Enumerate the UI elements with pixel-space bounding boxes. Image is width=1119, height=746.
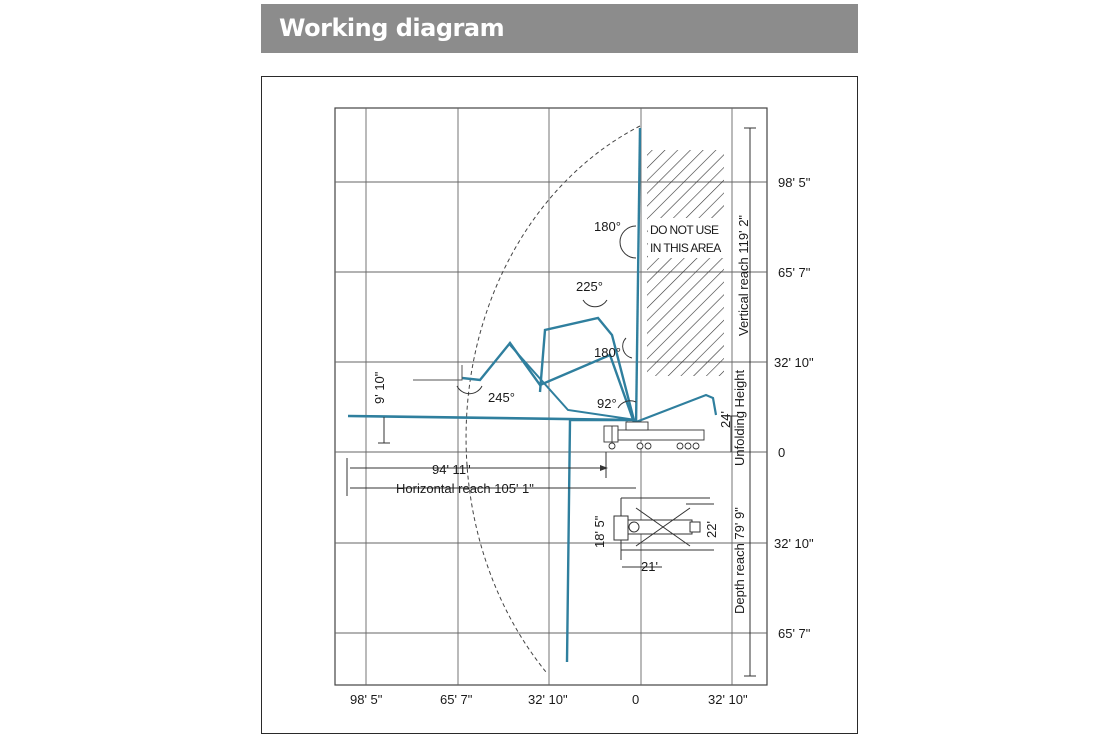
angle-92: 92°: [597, 396, 617, 411]
angle-180-top: 180°: [594, 219, 621, 234]
x-label-98-5: 98' 5": [350, 692, 383, 707]
boom-fold-upper: [540, 318, 636, 428]
dim-24-label: 24': [718, 411, 733, 428]
do-not-use-label: DO NOT USE: [650, 223, 719, 237]
in-this-area-label: IN THIS AREA: [650, 241, 721, 255]
angle-245: 245°: [488, 390, 515, 405]
horizontal-reach-label: Horizontal reach 105' 1": [396, 481, 534, 496]
x-label-0: 0: [632, 692, 640, 707]
page-title: Working diagram: [279, 14, 505, 42]
y-label-65-7: 65' 7": [778, 265, 811, 280]
x-label-65-7: 65' 7": [440, 692, 473, 707]
dim-18-5-label: 18' 5": [592, 515, 607, 548]
angle-180-mid: 180°: [594, 345, 621, 360]
y-label-neg-65-7: 65' 7": [778, 626, 811, 641]
x-label-32-10: 32' 10": [528, 692, 568, 707]
end-hose-line: [413, 365, 462, 380]
boom-unfold-stub: [636, 395, 716, 422]
y-label-0: 0: [778, 445, 786, 460]
angle-arcs: [457, 226, 636, 408]
dim-22-label: 22': [704, 521, 719, 538]
dim-9-10: [378, 417, 390, 443]
outrigger-footprint: [614, 498, 714, 567]
unfolding-height-label: Unfolding Height: [732, 369, 747, 466]
y-label-98-5: 98' 5": [778, 175, 811, 190]
x-label-pos-32-10: 32' 10": [708, 692, 748, 707]
dim-9-10-label: 9' 10": [372, 371, 387, 404]
dim-21-label: 21': [641, 559, 658, 574]
restricted-area: [647, 150, 724, 376]
truck-icon: [604, 422, 704, 449]
boom-vertical: [636, 128, 640, 428]
depth-reach-label: Depth reach 79' 9": [732, 507, 747, 614]
y-label-neg-32-10: 32' 10": [774, 536, 814, 551]
vertical-reach-label: Vertical reach 119' 2": [736, 214, 751, 336]
angle-225: 225°: [576, 279, 603, 294]
horizontal-inner-label: 94' 11": [432, 462, 471, 477]
y-label-32-10: 32' 10": [774, 355, 814, 370]
